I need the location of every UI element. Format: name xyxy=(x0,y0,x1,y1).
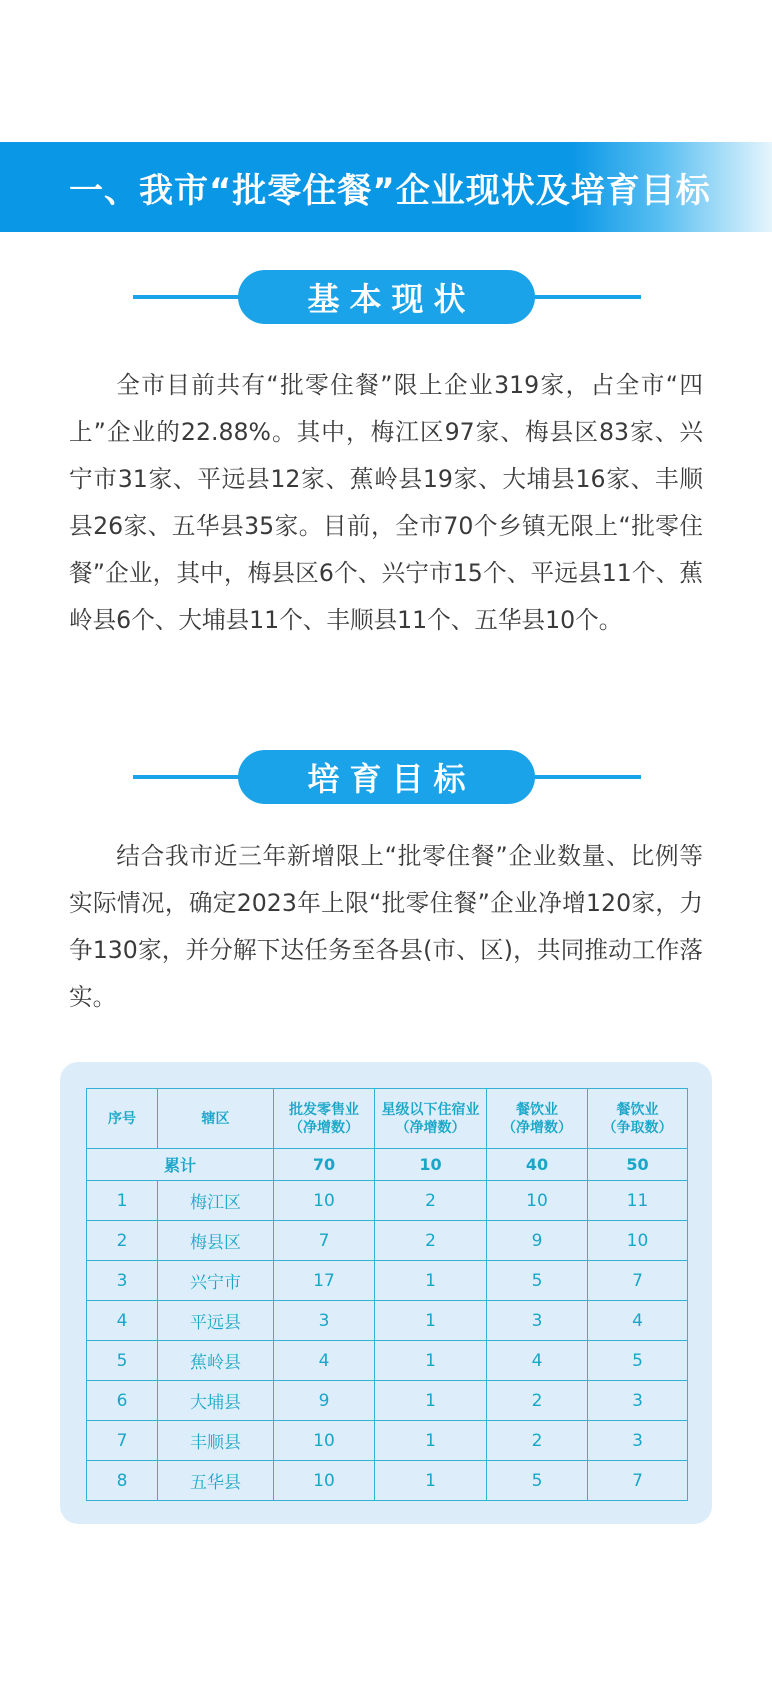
total-catering: 40 xyxy=(487,1149,588,1181)
cell-district: 蕉岭县 xyxy=(158,1341,274,1381)
cell-index: 8 xyxy=(87,1461,158,1501)
cell-lodging: 2 xyxy=(375,1221,487,1261)
cell-index: 3 xyxy=(87,1261,158,1301)
cell-catering: 2 xyxy=(487,1381,588,1421)
cell-lodging: 1 xyxy=(375,1421,487,1461)
table-row xyxy=(87,1381,688,1421)
cell-lodging: 2 xyxy=(375,1181,487,1221)
cell-district: 五华县 xyxy=(158,1461,274,1501)
banner-title: 一、我市“批零住餐”企业现状及培育目标 xyxy=(69,170,711,211)
header-index: 序号 xyxy=(87,1089,158,1149)
cell-wholesale: 9 xyxy=(274,1381,375,1421)
cell-wholesale: 10 xyxy=(274,1461,375,1501)
table-total-row xyxy=(87,1149,688,1181)
header-district: 辖区 xyxy=(158,1089,274,1149)
cell-catering: 3 xyxy=(487,1301,588,1341)
table-row xyxy=(87,1341,688,1381)
total-catering-target: 50 xyxy=(588,1149,688,1181)
section-divider-right xyxy=(530,295,641,299)
current-status-paragraph: 全市目前共有“批零住餐”限上企业319家，占全市“四上”企业的22.88%。其中，梅江区97家、梅县区83家、兴宁市31家、平远县12家、蕉岭县19家、大埔县16家、丰顺县26家、五华县35家。目前，全市70个乡镇无限上“批零住餐”企业，其中，梅县区6个、兴宁市15个、平远县11个、蕉岭县6个、大埔县11个、丰顺县11个、五华县10个。 xyxy=(69,371,703,634)
cell-index: 2 xyxy=(87,1221,158,1261)
cell-catering: 9 xyxy=(487,1221,588,1261)
section-divider-left xyxy=(133,295,243,299)
cell-lodging: 1 xyxy=(375,1341,487,1381)
cell-district: 梅江区 xyxy=(158,1181,274,1221)
cell-wholesale: 3 xyxy=(274,1301,375,1341)
cell-index: 7 xyxy=(87,1421,158,1461)
header-wholesale: 批发零售业 （净增数） xyxy=(274,1089,375,1149)
table-row xyxy=(87,1301,688,1341)
cultivation-target-paragraph: 结合我市近三年新增限上“批零住餐”企业数量、比例等实际情况，确定2023年上限“批零住餐”企业净增120家，力争130家，并分解下达任务至各县(市、区)，共同推动工作落实。 xyxy=(69,842,703,1011)
cell-index: 5 xyxy=(87,1341,158,1381)
target-table-panel xyxy=(60,1062,712,1524)
table-row xyxy=(87,1181,688,1221)
cell-wholesale: 4 xyxy=(274,1341,375,1381)
cell-wholesale: 10 xyxy=(274,1421,375,1461)
cell-catering-target: 3 xyxy=(588,1421,688,1461)
table-row xyxy=(87,1221,688,1261)
section-title-cultivation-target: 培育目标 xyxy=(238,750,535,804)
header-catering-target: 餐饮业 （争取数） xyxy=(588,1089,688,1149)
cell-catering: 10 xyxy=(487,1181,588,1221)
title-banner xyxy=(0,142,772,232)
section-divider-left xyxy=(133,775,243,779)
section-header-current-status xyxy=(0,270,772,326)
cell-index: 6 xyxy=(87,1381,158,1421)
cell-district: 丰顺县 xyxy=(158,1421,274,1461)
total-lodging: 10 xyxy=(375,1149,487,1181)
cell-district: 大埔县 xyxy=(158,1381,274,1421)
cell-catering-target: 7 xyxy=(588,1461,688,1501)
table-row xyxy=(87,1461,688,1501)
cell-catering: 5 xyxy=(487,1261,588,1301)
total-wholesale: 70 xyxy=(274,1149,375,1181)
total-label: 累计 xyxy=(87,1149,274,1181)
cell-catering-target: 4 xyxy=(588,1301,688,1341)
cell-wholesale: 10 xyxy=(274,1181,375,1221)
cell-lodging: 1 xyxy=(375,1301,487,1341)
cell-lodging: 1 xyxy=(375,1261,487,1301)
header-lodging: 星级以下住宿业 （净增数） xyxy=(375,1089,487,1149)
cell-catering-target: 10 xyxy=(588,1221,688,1261)
section-divider-right xyxy=(530,775,641,779)
table-row xyxy=(87,1261,688,1301)
cell-lodging: 1 xyxy=(375,1381,487,1421)
table-row xyxy=(87,1421,688,1461)
cell-catering: 2 xyxy=(487,1421,588,1461)
cell-catering-target: 3 xyxy=(588,1381,688,1421)
cell-catering: 5 xyxy=(487,1461,588,1501)
cell-district: 兴宁市 xyxy=(158,1261,274,1301)
cell-lodging: 1 xyxy=(375,1461,487,1501)
cell-catering: 4 xyxy=(487,1341,588,1381)
cell-wholesale: 17 xyxy=(274,1261,375,1301)
cell-catering-target: 7 xyxy=(588,1261,688,1301)
cell-catering-target: 5 xyxy=(588,1341,688,1381)
section-title-current-status: 基本现状 xyxy=(238,270,535,324)
cell-district: 梅县区 xyxy=(158,1221,274,1261)
table-header-row xyxy=(87,1089,688,1149)
target-table xyxy=(86,1088,688,1501)
cell-wholesale: 7 xyxy=(274,1221,375,1261)
cell-catering-target: 11 xyxy=(588,1181,688,1221)
cell-index: 4 xyxy=(87,1301,158,1341)
section-header-cultivation-target xyxy=(0,750,772,806)
cell-district: 平远县 xyxy=(158,1301,274,1341)
header-catering: 餐饮业 （净增数） xyxy=(487,1089,588,1149)
cell-index: 1 xyxy=(87,1181,158,1221)
